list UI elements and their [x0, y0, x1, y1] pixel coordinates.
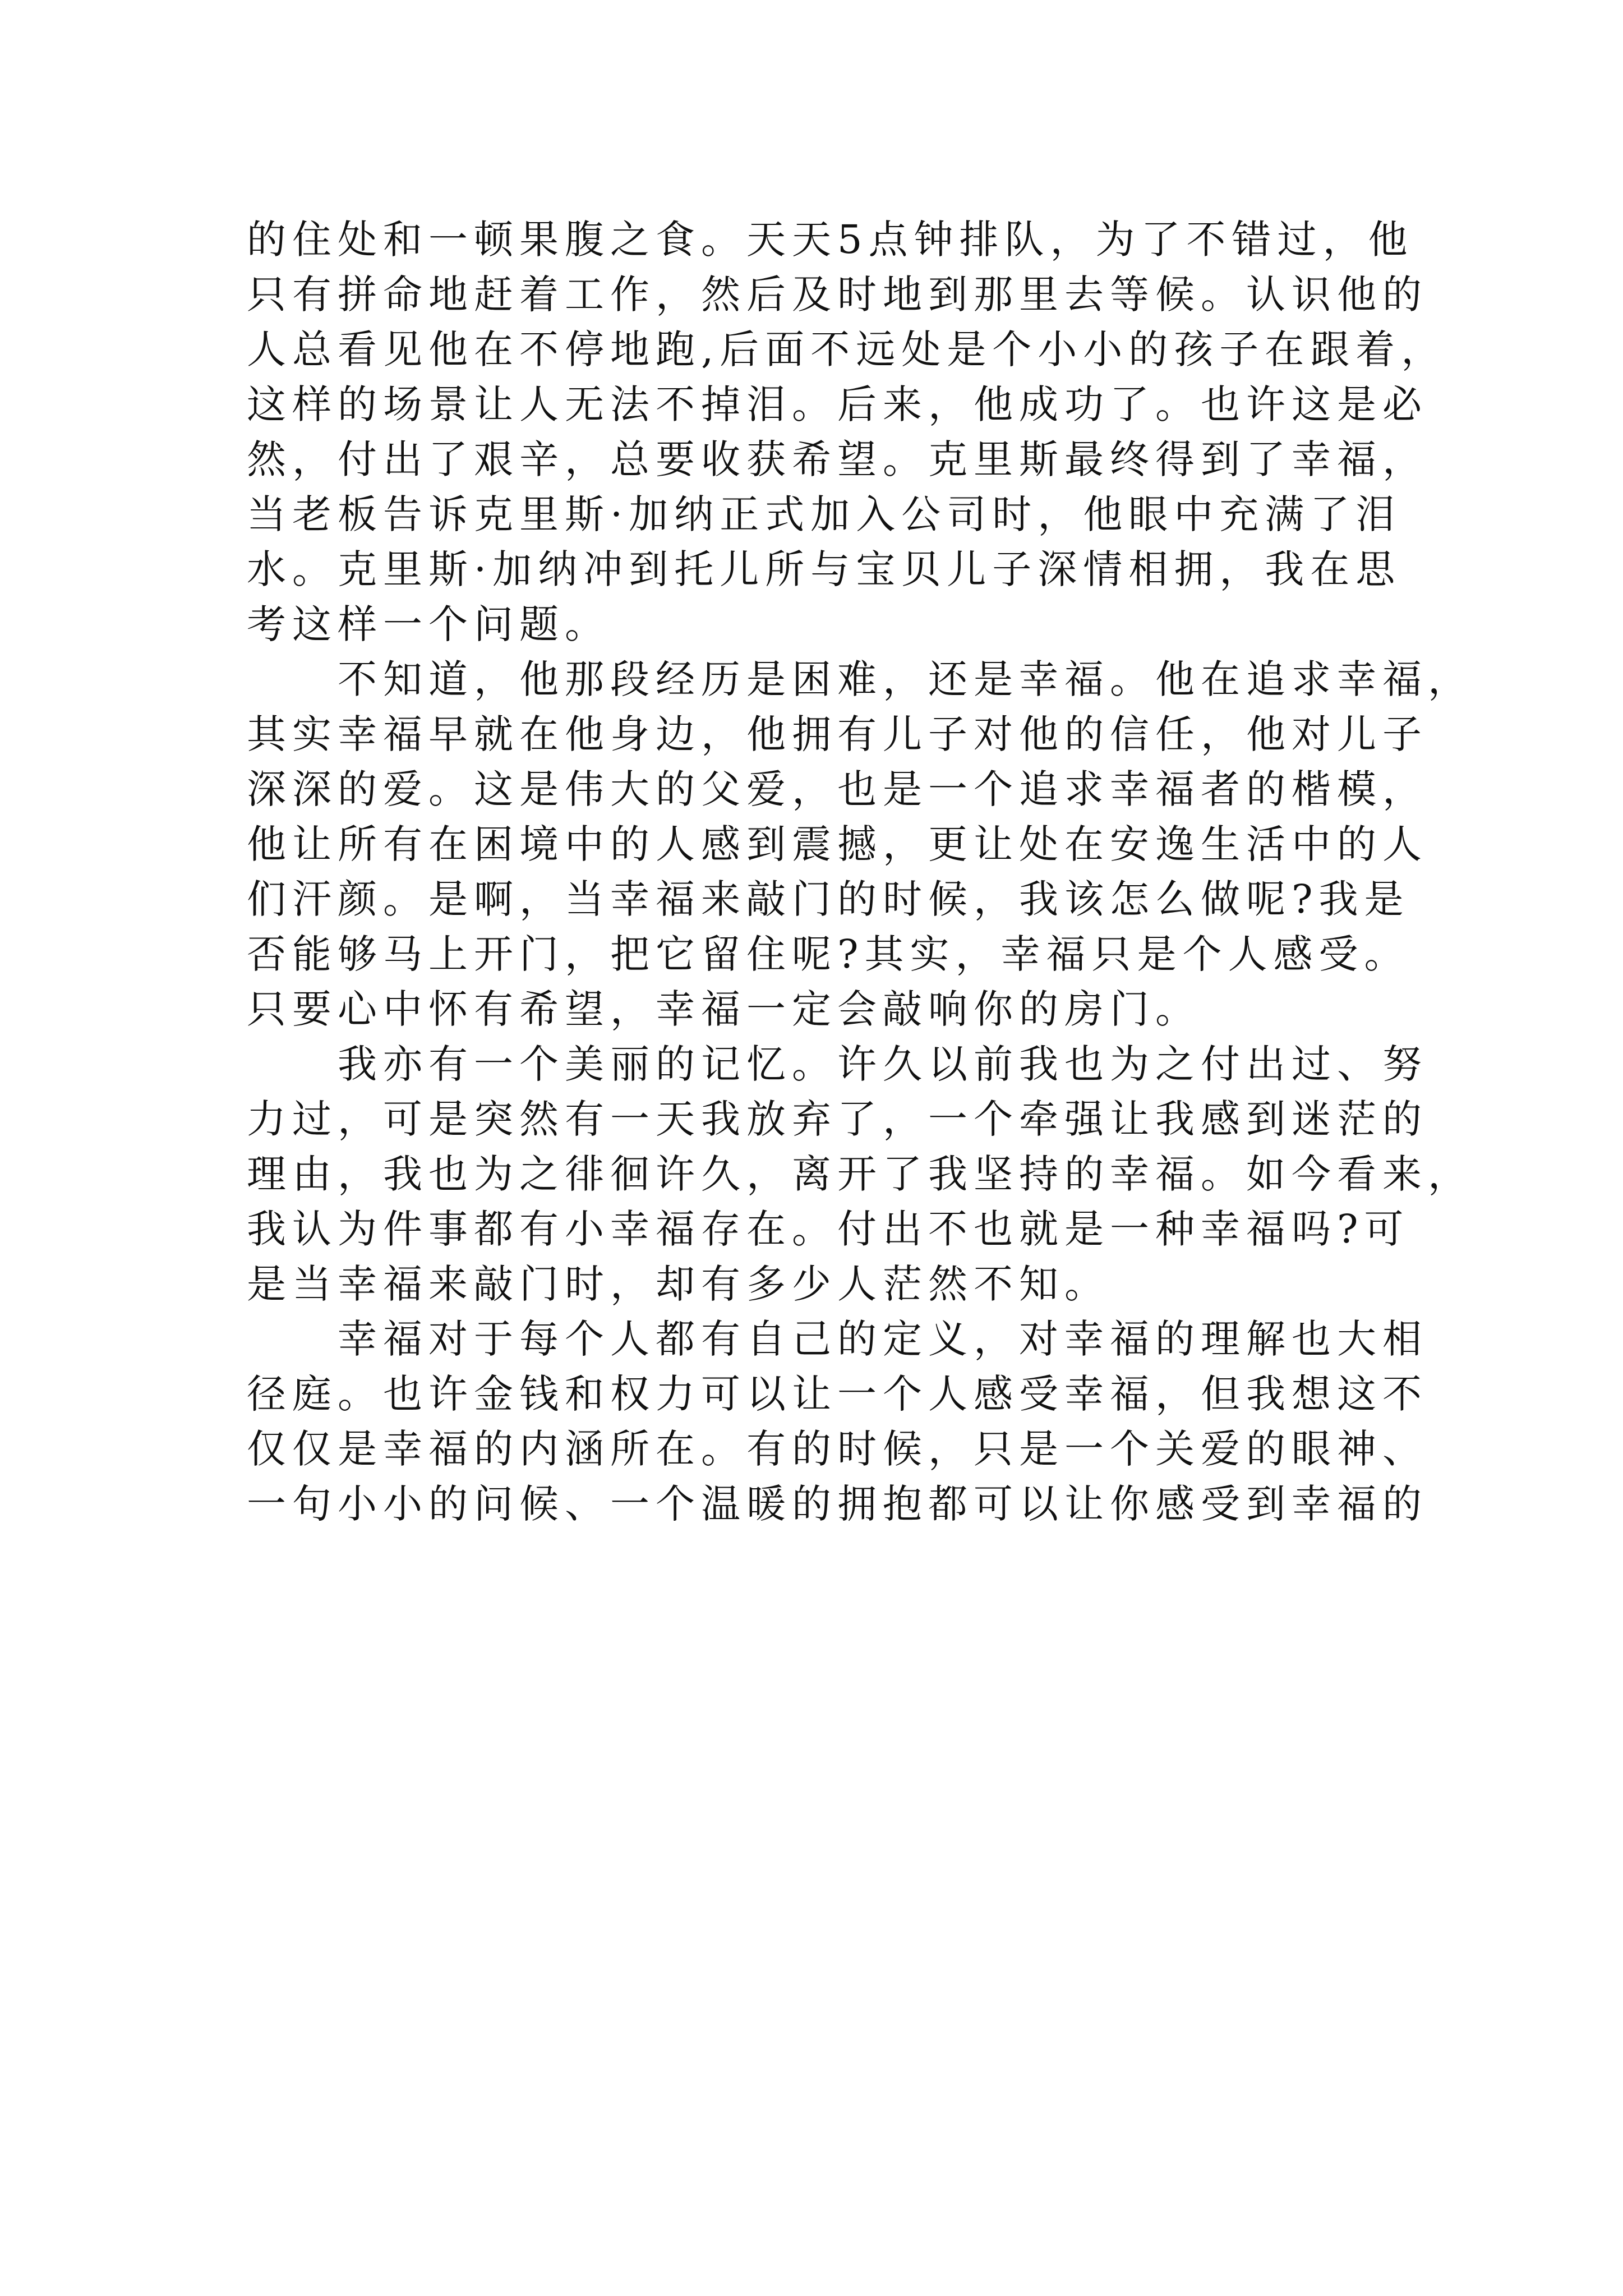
- text-line: 否能够马上开门，把它留住呢?其实，幸福只是个人感受。: [247, 931, 1410, 977]
- text-line: 仅仅是幸福的内涵所在。有的时候，只是一个关爱的眼神、: [247, 1426, 1428, 1472]
- text-line: 的住处和一顿果腹之食。天天5点钟排队，为了不错过，他: [247, 217, 1414, 263]
- text-line: 其实幸福早就在他身边，他拥有儿子对他的信任，他对儿子: [247, 711, 1428, 757]
- paragraph: [247, 652, 1473, 1037]
- text-line: 这样的场景让人无法不掉泪。后来，他成功了。也许这是必: [247, 381, 1428, 427]
- text-line: 然，付出了艰辛，总要收获希望。克里斯最终得到了幸福，: [247, 436, 1428, 482]
- text-line: 深深的爱。这是伟大的父爱，也是一个追求幸福者的楷模，: [247, 766, 1428, 812]
- text-line: 他让所有在困境中的人感到震撼，更让处在安逸生活中的人: [247, 821, 1428, 867]
- text-line: 只要心中怀有希望，幸福一定会敲响你的房门。: [247, 986, 1201, 1032]
- text-line: 一句小小的问候、一个温暖的拥抱都可以让你感受到幸福的: [247, 1481, 1428, 1527]
- text-line: 幸福对于每个人都有自己的定义，对幸福的理解也大相: [247, 1316, 1428, 1362]
- text-line: 径庭。也许金钱和权力可以让一个人感受幸福，但我想这不: [247, 1371, 1428, 1417]
- document-body: [247, 212, 1473, 1531]
- text-line: 力过，可是突然有一天我放弃了，一个牵强让我感到迷茫的: [247, 1096, 1428, 1142]
- text-line: 不知道，他那段经历是困难，还是幸福。他在追求幸福，: [247, 656, 1473, 702]
- text-line: 是当幸福来敲门时，却有多少人茫然不知。: [247, 1261, 1110, 1307]
- paragraph: [247, 1037, 1473, 1312]
- text-line: 只有拼命地赶着工作，然后及时地到那里去等候。认识他的: [247, 272, 1428, 318]
- text-line: 我亦有一个美丽的记忆。许久以前我也为之付出过、努: [247, 1041, 1428, 1087]
- text-line: 理由，我也为之徘徊许久，离开了我坚持的幸福。如今看来，: [247, 1151, 1473, 1197]
- text-line: 人总看见他在不停地跑,后面不远处是个小小的孩子在跟着，: [247, 326, 1447, 372]
- text-line: 当老板告诉克里斯·加纳正式加入公司时，他眼中充满了泪: [247, 491, 1401, 537]
- text-line: 们汗颜。是啊，当幸福来敲门的时候，我该怎么做呢?我是: [247, 876, 1410, 922]
- text-line: 水。克里斯·加纳冲到托儿所与宝贝儿子深情相拥，我在思: [247, 546, 1401, 592]
- text-line: 考这样一个问题。: [247, 601, 610, 647]
- paragraph: [247, 212, 1447, 652]
- text-line: 我认为件事都有小幸福存在。付出不也就是一种幸福吗?可: [247, 1206, 1410, 1252]
- paragraph: [247, 1312, 1428, 1531]
